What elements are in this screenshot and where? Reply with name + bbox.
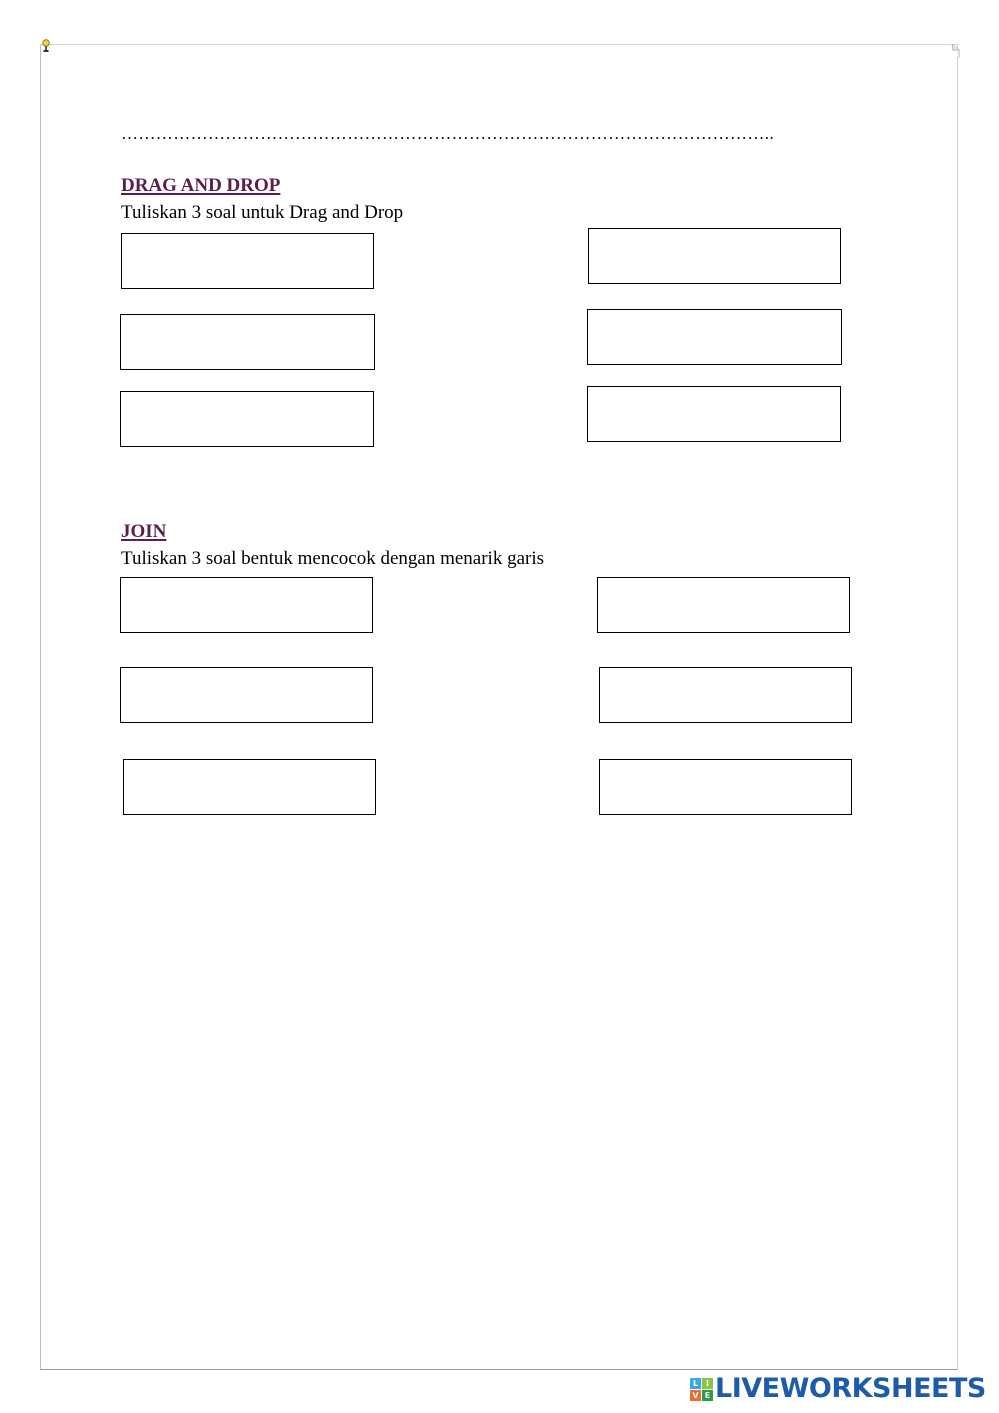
logo-mark-letter: I [702,1378,713,1389]
logo-mark-letter: E [702,1390,713,1401]
logo-mark-letter: V [690,1390,701,1401]
page-fold-icon [940,44,960,58]
join-left-box-2[interactable] [120,667,373,723]
liveworksheets-mark-icon [690,1378,713,1401]
join-right-box-2[interactable] [599,667,852,723]
drag-drop-left-box-1[interactable] [121,233,374,289]
join-right-box-3[interactable] [599,759,852,815]
join-left-box-1[interactable] [120,577,373,633]
drag-and-drop-instruction: Tuliskan 3 soal untuk Drag and Drop [121,202,404,223]
join-instruction: Tuliskan 3 soal bentuk mencocok dengan menarik garis [121,548,545,569]
drag-drop-right-box-3[interactable] [587,386,841,442]
drag-drop-left-box-3[interactable] [120,391,374,447]
pin-icon [41,39,51,53]
join-left-box-3[interactable] [123,759,376,815]
join-heading: JOIN [121,521,167,542]
join-right-box-1[interactable] [597,577,850,633]
drag-drop-right-box-1[interactable] [588,228,841,284]
drag-drop-right-box-2[interactable] [587,309,842,365]
name-line: ………………………………………………………………………………………………….. [121,124,775,143]
liveworksheets-logo-text: LIVEWORKSHEETS [715,1373,986,1404]
liveworksheets-logo [690,1374,986,1404]
drag-and-drop-heading: DRAG AND DROP [121,175,281,196]
drag-drop-left-box-2[interactable] [120,314,375,370]
logo-mark-letter: L [690,1378,701,1389]
